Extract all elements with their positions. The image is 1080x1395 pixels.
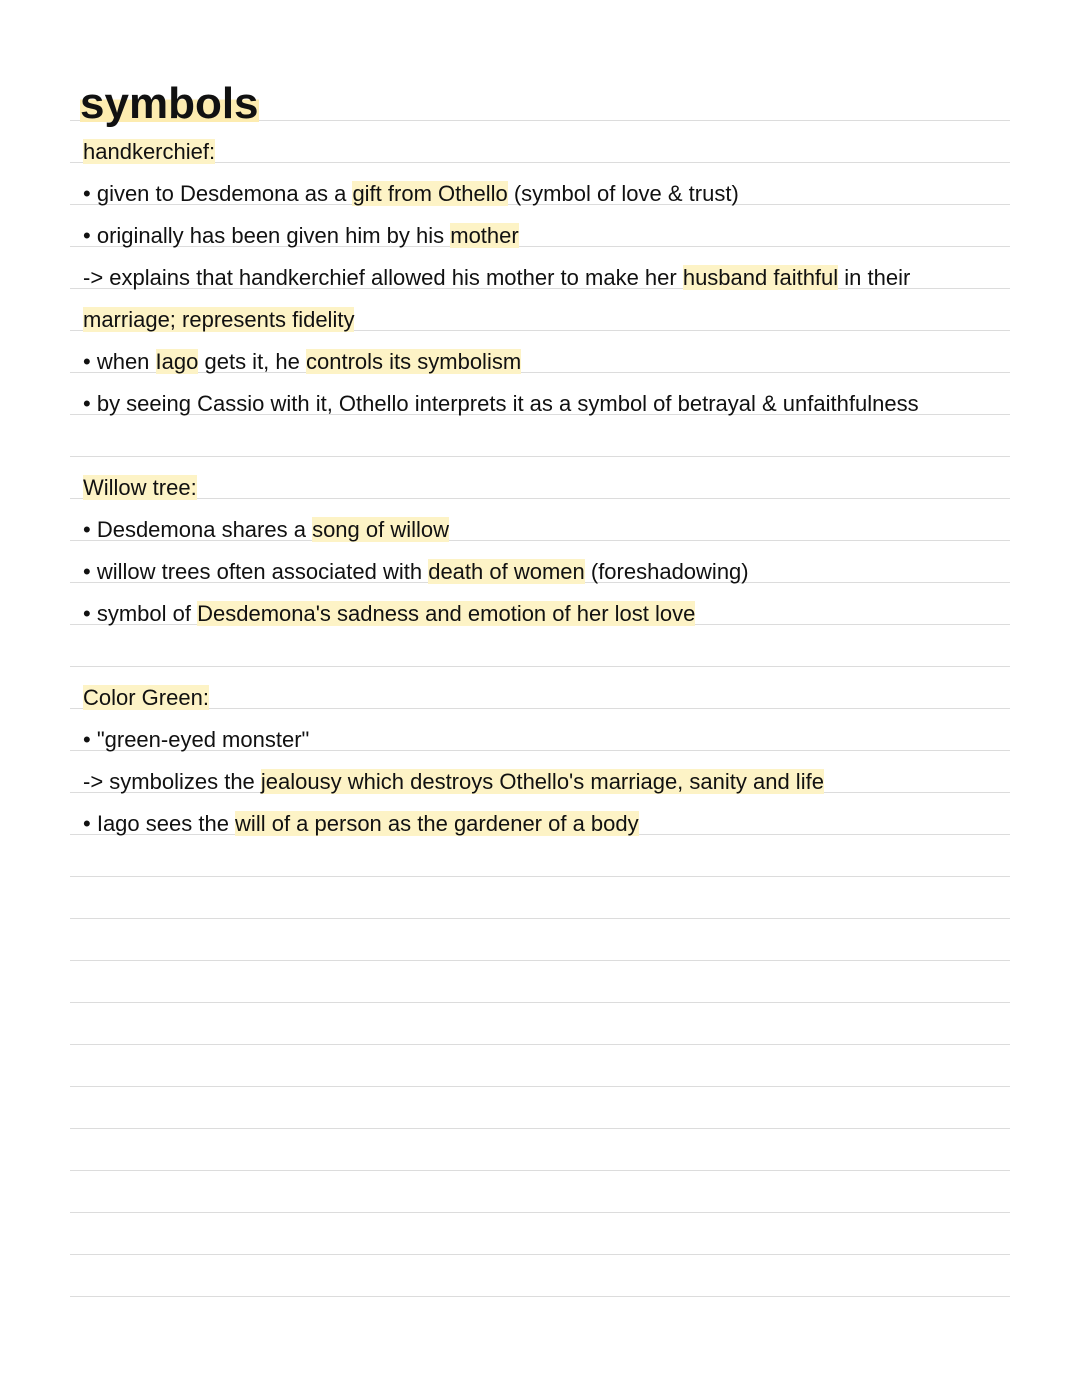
ruled-line [70,918,1010,919]
section-heading-handkerchief [83,137,215,167]
bullet: • [83,601,97,626]
highlighted-text: mother [450,223,519,248]
section-heading-color-green [83,683,209,713]
list-item [83,725,309,755]
note-text: by seeing Cassio with it, Othello interprets it as a symbol of betrayal & unfaithfulness [96,391,919,416]
note-text: (symbol of love & trust) [507,181,739,206]
bullet: • [83,727,97,752]
highlighted-text: Iago [155,349,199,374]
note-text: -> symbolizes the [83,769,261,794]
list-item [83,515,449,545]
highlighted-text: will of a person as the gardener of a body [235,811,639,836]
ruled-line [70,1212,1010,1213]
list-item [83,599,695,629]
highlighted-text: husband faithful [682,265,839,290]
ruled-line [70,1170,1010,1171]
note-text: given to Desdemona as a [96,181,353,206]
highlighted-text: controls its symbolism [306,349,522,374]
highlighted-text: Desdemona's sadness and emotion of her lost love [197,601,696,626]
ruled-line [70,1254,1010,1255]
note-text: Iago sees the [96,811,236,836]
note-text: when [96,349,156,374]
bullet: • [83,559,97,584]
list-item [83,305,354,335]
section-heading-text: handkerchief: [83,139,216,164]
page-title [80,78,259,130]
section-heading-text: Willow tree: [83,475,197,500]
highlighted-text: marriage; represents fidelity [83,307,355,332]
list-item [83,221,519,251]
ruled-line [70,708,1010,709]
list-item [83,389,919,419]
bullet: • [83,223,97,248]
bullet: • [83,349,97,374]
ruled-line [70,666,1010,667]
highlighted-text: song of willow [312,517,450,542]
note-text: -> explains that handkerchief allowed his mother to make her [83,265,683,290]
section-heading-willow-tree [83,473,197,503]
list-item [83,347,521,377]
ruled-line [70,1296,1010,1297]
ruled-line [70,1128,1010,1129]
note-text: symbol of [96,601,198,626]
page-title-text: symbols [80,79,259,128]
list-item [83,179,739,209]
section-heading-text: Color Green: [83,685,209,710]
note-text: in their [838,265,911,290]
ruled-line [70,498,1010,499]
note-text: gets it, he [198,349,306,374]
bullet: • [83,391,97,416]
highlighted-text: jealousy which destroys Othello's marriage, sanity and life [260,769,824,794]
bullet: • [83,181,97,206]
note-text: willow trees often associated with [96,559,429,584]
list-item [83,809,639,839]
highlighted-text: gift from Othello [352,181,508,206]
ruled-line [70,960,1010,961]
note-text: (foreshadowing) [584,559,749,584]
ruled-line [70,1044,1010,1045]
ruled-line [70,456,1010,457]
note-text: Desdemona shares a [96,517,313,542]
note-text: originally has been given him by his [96,223,451,248]
list-item [83,767,824,797]
list-item [83,263,910,293]
ruled-line [70,876,1010,877]
bullet: • [83,811,97,836]
note-text: "green-eyed monster" [96,727,310,752]
list-item [83,557,749,587]
ruled-line [70,1086,1010,1087]
highlighted-text: death of women [428,559,585,584]
ruled-line [70,1002,1010,1003]
bullet: • [83,517,97,542]
